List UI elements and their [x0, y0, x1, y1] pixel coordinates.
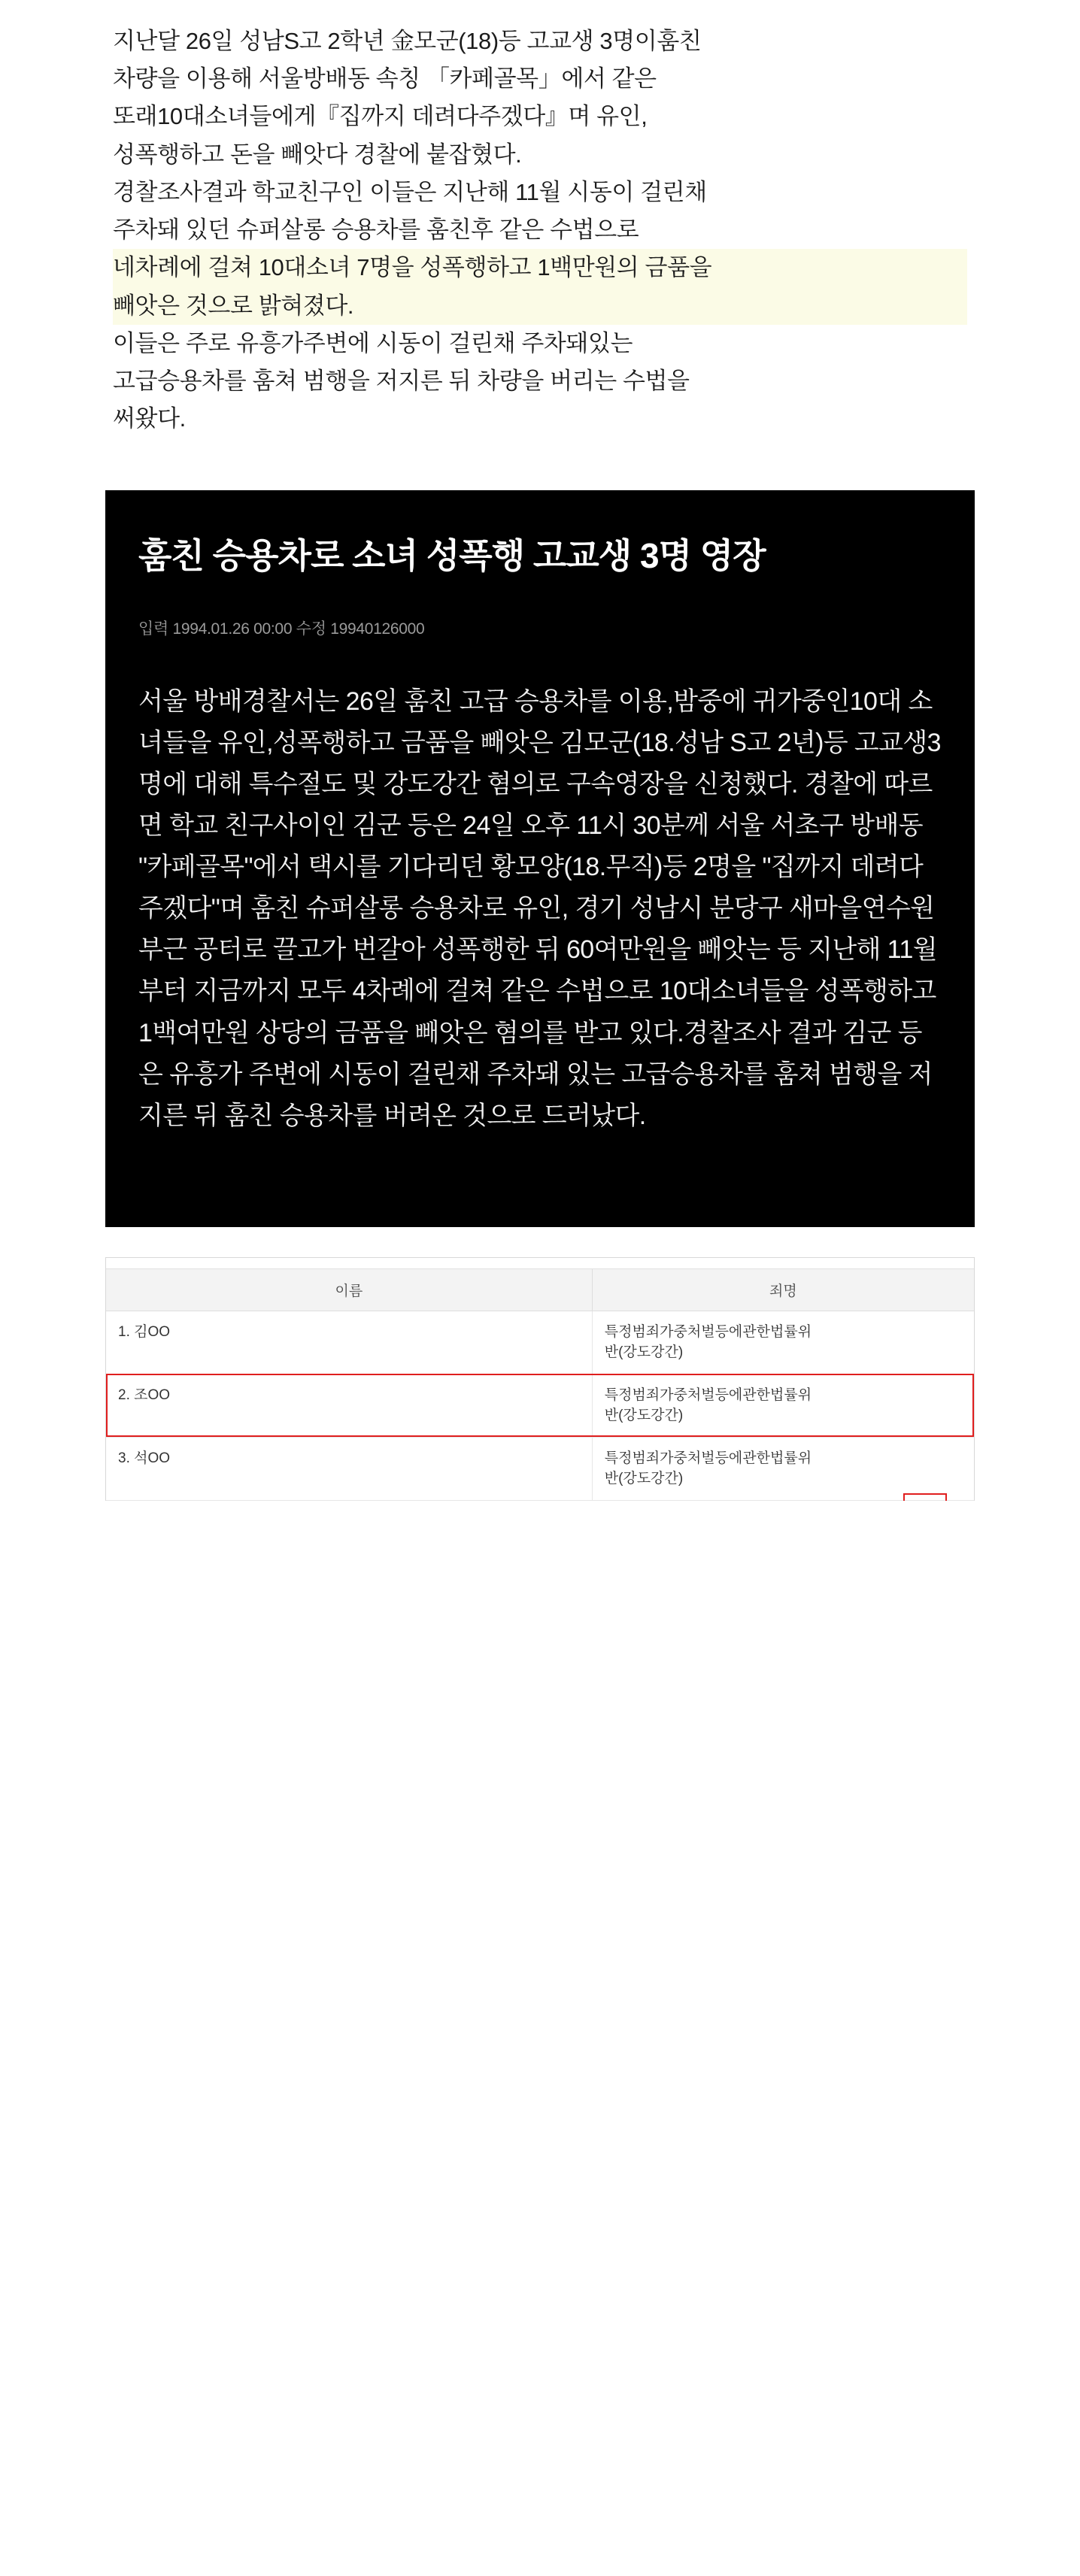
cell-charge — [592, 1374, 974, 1437]
cell-charge — [592, 1437, 974, 1500]
charge-line-2: 반(강도강간) — [604, 1344, 684, 1361]
top-article-line-2: 차량을 이용해 서울방배동 속칭 「카페골목」에서 같은 — [113, 65, 657, 92]
cell-name: 2. 조OO — [106, 1374, 592, 1437]
news-timestamp: 입력 1994.01.26 00:00 수정 19940126000 — [138, 620, 425, 638]
top-article-line-9: 써왔다. — [113, 405, 186, 432]
news-clipping-card — [105, 490, 975, 1226]
cell-name: 1. 김OO — [106, 1311, 592, 1374]
charge-line-1: 특정범죄가중처벌등에관한법률위 — [604, 1386, 812, 1403]
charge-line-1: 특정범죄가중처벌등에관한법률위 — [604, 1323, 812, 1340]
news-body-text: 서울 방배경찰서는 26일 훔친 고급 승용차를 이용,밤중에 귀가중인10대 소녀들을 유인,성폭행하고 금품을 빼앗은 김모군(18.성남 S고 2년)등 고교생3명에 대해 특수절도 및 강도강간 혐의로 구속영장을 신청했다. 경찰에 따르면 학교 친구사이인 김군 등은 24일 오후 11시 30분께 서울 서초구 방배동 "카페골목"에서 택시를 기다리던 황모양(18.무직)등 2명을 "집까지 데려다주겠다"며 훔친 슈퍼살롱 승용차로 유인, 경기 성남시 분당구 새마을연수원 부근 공터로 끌고가 번갈아 성폭행한 뒤 60여만원을 빼앗는 등 지난해 11월부터 지금까지 모두 4차례에 걸쳐 같은 수법으로 10대소녀들을 성폭행하고 1백여만원 상당의 금품을 빼앗은 혐의를 받고 있다.경찰조사 결과 김군 등은 유흥가 주변에 시동이 걸린채 주차돼 있는 고급승용차를 훔쳐 범행을 저지른 뒤 훔친 승용차를 버려온 것으로 드러났다. — [138, 686, 941, 1130]
top-article-text — [0, 0, 1080, 438]
top-article-line-6: 주차돼 있던 슈퍼살롱 승용차를 훔친후 같은 수법으로 — [113, 217, 639, 244]
top-article-line-1: 지난달 26일 성남S고 2학년 金모군(18)등 고교생 3명이훔친 — [113, 28, 702, 54]
clipped-row-above — [106, 1258, 974, 1269]
roster-table — [106, 1269, 974, 1501]
charge-line-2: 반(강도강간) — [604, 1408, 684, 1424]
top-article-line-3: 또래10대소녀들에게『집까지 데려다주겠다』며 유인, — [113, 103, 648, 130]
top-article-line-4: 성폭행하고 돈을 빼앗다 경찰에 붙잡혔다. — [113, 141, 522, 168]
news-headline: 훔친 승용차로 소녀 성폭행 고교생 3명 영장 — [138, 536, 766, 576]
column-header-charge: 죄명 — [592, 1269, 974, 1311]
cell-charge — [592, 1311, 974, 1374]
table-row — [106, 1437, 974, 1500]
column-header-name: 이름 — [106, 1269, 592, 1311]
table-header-row — [106, 1269, 974, 1311]
red-marker-partial — [903, 1493, 947, 1501]
charge-line-2: 반(강도강간) — [604, 1471, 684, 1487]
roster-table-screenshot — [105, 1257, 975, 1501]
top-article-line-5: 경찰조사결과 학교친구인 이들은 지난해 11월 시동이 걸린채 — [113, 178, 707, 205]
charge-line-1: 특정범죄가중처벌등에관한법률위 — [604, 1450, 812, 1466]
top-article-line-7: 이들은 주로 유흥가주변에 시동이 걸린채 주차돼있는 — [113, 329, 633, 356]
table-row-highlighted — [106, 1374, 974, 1437]
top-article-line-8: 고급승용차를 훔쳐 범행을 저지른 뒤 차량을 버리는 수법을 — [113, 367, 690, 394]
cell-name: 3. 석OO — [106, 1437, 592, 1500]
table-row — [106, 1311, 974, 1374]
highlighted-line-1: 네차례에 걸쳐 10대소녀 7명을 성폭행하고 1백만원의 금품을 — [113, 249, 967, 286]
highlighted-line-2: 빼앗은 것으로 밝혀졌다. — [113, 287, 967, 325]
